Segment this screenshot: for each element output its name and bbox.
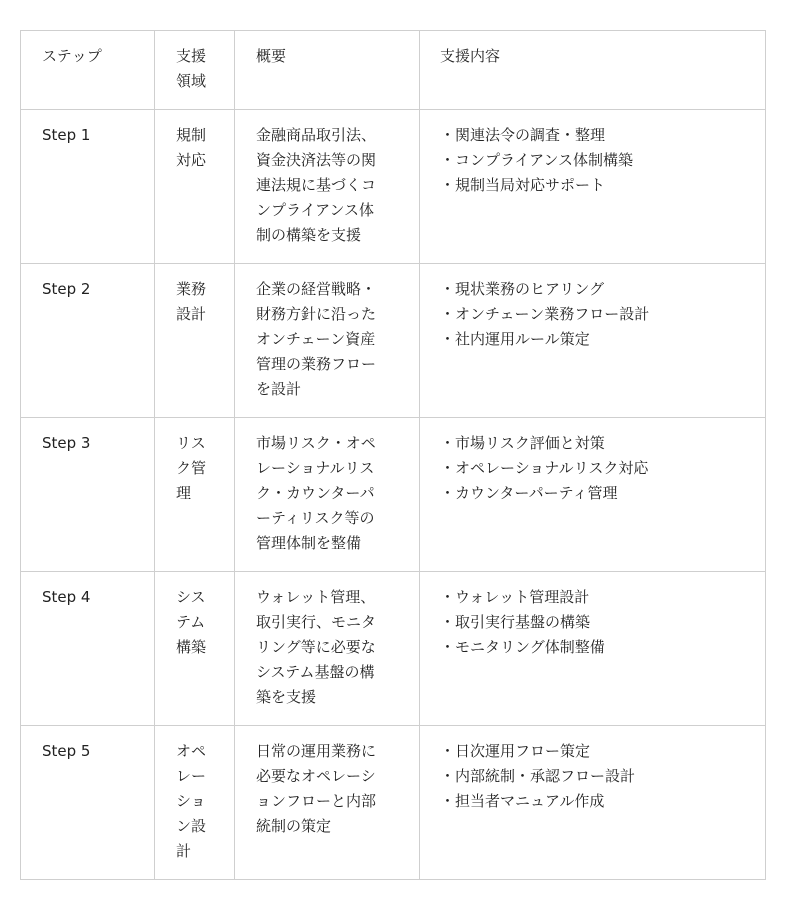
content-cell <box>420 726 766 880</box>
summary-cell: 市場リスク・オペレーショナルリスク・カウンターパーティリスク等の管理体制を整備 <box>235 418 420 572</box>
content-item: ・社内運用ルール策定 <box>440 330 590 348</box>
step-cell: Step 4 <box>21 572 155 726</box>
table-row <box>21 726 766 880</box>
content-item: ・オペレーショナルリスク対応 <box>440 459 649 477</box>
content-item: ・日次運用フロー策定 <box>440 742 591 760</box>
table-row <box>21 110 766 264</box>
step-cell: Step 2 <box>21 264 155 418</box>
content-item: ・カウンターパーティ管理 <box>440 484 618 502</box>
content-item: ・取引実行基盤の構築 <box>440 613 591 631</box>
content-cell <box>420 264 766 418</box>
content-item: ・モニタリング体制整備 <box>440 638 605 656</box>
content-item: ・内部統制・承認フロー設計 <box>440 767 636 785</box>
header-content: 支援内容 <box>420 31 766 110</box>
content-item: ・規制当局対応サポート <box>440 176 606 194</box>
content-item: ・コンプライアンス体制構築 <box>440 151 634 169</box>
table-row <box>21 264 766 418</box>
header-summary: 概要 <box>235 31 420 110</box>
area-cell: リスク管理 <box>155 418 235 572</box>
content-item: ・ウォレット管理設計 <box>440 588 590 606</box>
content-cell <box>420 418 766 572</box>
area-cell: 規制対応 <box>155 110 235 264</box>
header-area: 支援領域 <box>155 31 235 110</box>
summary-cell: 日常の運用業務に必要なオペレーションフローと内部統制の策定 <box>235 726 420 880</box>
step-cell: Step 5 <box>21 726 155 880</box>
area-cell: システム構築 <box>155 572 235 726</box>
support-steps-table <box>20 30 766 880</box>
content-item: ・関連法令の調査・整理 <box>440 126 606 144</box>
content-cell <box>420 572 766 726</box>
header-row <box>21 31 766 110</box>
area-cell: オペレーション設計 <box>155 726 235 880</box>
area-cell: 業務設計 <box>155 264 235 418</box>
step-cell: Step 3 <box>21 418 155 572</box>
table-row <box>21 418 766 572</box>
content-item: ・現状業務のヒアリング <box>440 280 605 298</box>
content-item: ・オンチェーン業務フロー設計 <box>440 305 650 323</box>
header-step: ステップ <box>21 31 155 110</box>
content-item: ・担当者マニュアル作成 <box>440 792 605 810</box>
content-item: ・市場リスク評価と対策 <box>440 434 605 452</box>
summary-cell: ウォレット管理、取引実行、モニタリング等に必要なシステム基盤の構築を支援 <box>235 572 420 726</box>
summary-cell: 金融商品取引法、資金決済法等の関連法規に基づくコンプライアンス体制の構築を支援 <box>235 110 420 264</box>
summary-cell: 企業の経営戦略・財務方針に沿ったオンチェーン資産管理の業務フローを設計 <box>235 264 420 418</box>
content-cell <box>420 110 766 264</box>
table-row <box>21 572 766 726</box>
step-cell: Step 1 <box>21 110 155 264</box>
